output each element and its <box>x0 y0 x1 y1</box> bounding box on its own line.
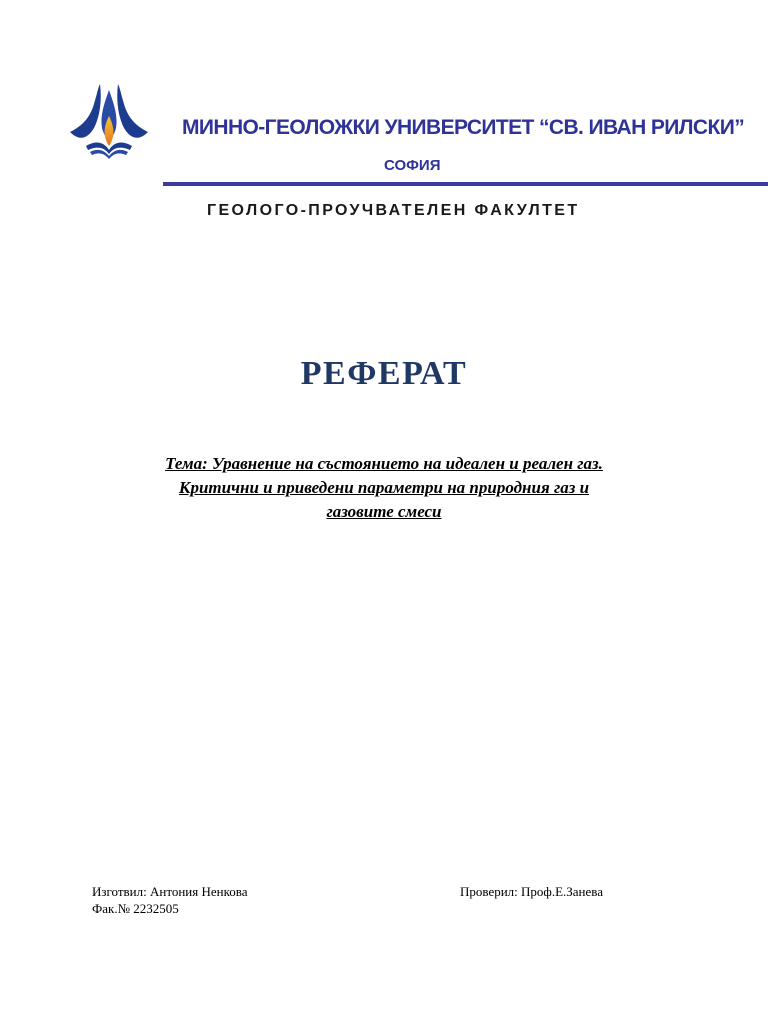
reviewer-block <box>460 883 603 900</box>
university-logo-icon <box>64 80 154 164</box>
header-divider <box>163 182 768 186</box>
university-city: СОФИЯ <box>384 157 441 174</box>
prepared-by: Изготвил: Антония Ненкова <box>92 884 248 899</box>
topic-line: Тема: Уравнение на състоянието на идеален и реален газ. <box>165 454 603 473</box>
topic-line: газовите смеси <box>326 502 442 521</box>
document-topic <box>80 452 688 524</box>
university-name: МИННО-ГЕОЛОЖКИ УНИВЕРСИТЕТ “СВ. ИВАН РИЛСКИ” <box>182 116 745 139</box>
author-block <box>92 883 248 917</box>
student-number: Фак.№ 2232505 <box>92 901 179 916</box>
checked-by: Проверил: Проф.Е.Занева <box>460 884 604 899</box>
document-type-title: РЕФЕРАТ <box>300 355 468 392</box>
faculty-name: ГЕОЛОГО-ПРОУЧВАТЕЛЕН ФАКУЛТЕТ <box>207 202 580 219</box>
topic-line: Критични и приведени параметри на природния газ и <box>178 478 590 497</box>
